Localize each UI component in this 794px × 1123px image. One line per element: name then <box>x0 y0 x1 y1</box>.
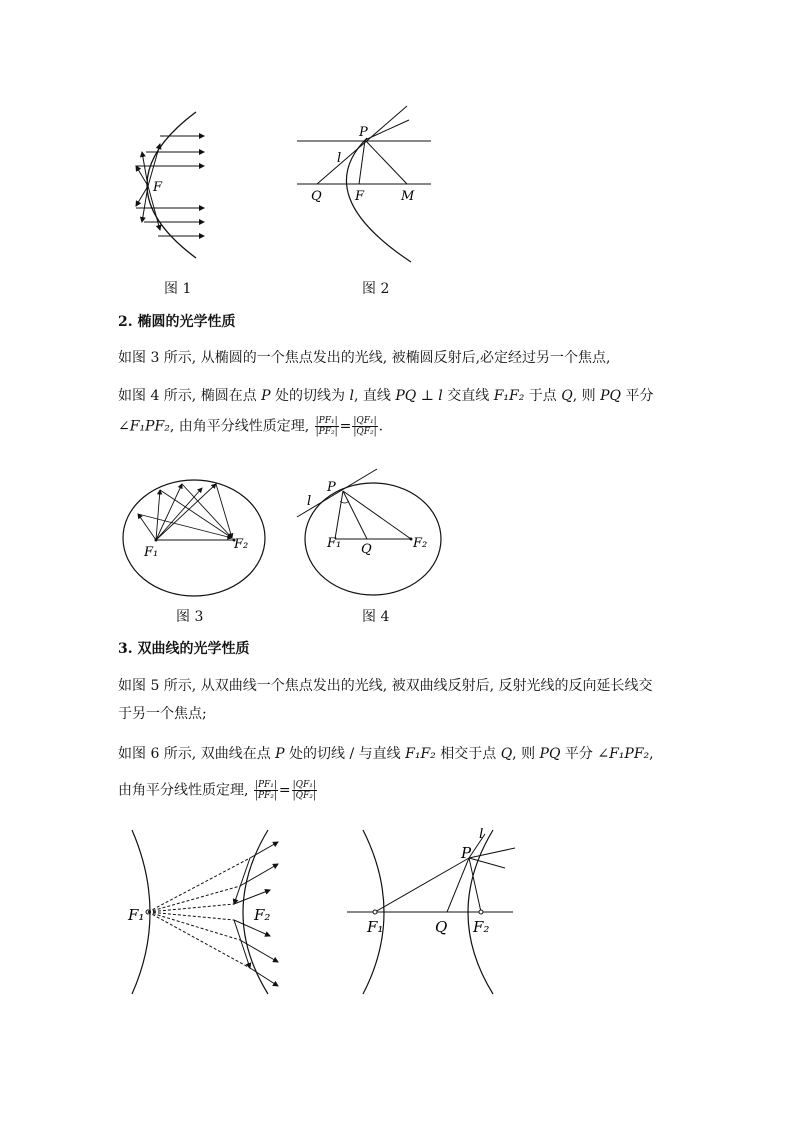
label-F: F <box>153 180 163 195</box>
label-F2: F₂ <box>234 537 249 552</box>
section2-heading: 2. 椭圆的光学性质 <box>118 314 236 330</box>
label-F2: F₂ <box>254 906 271 924</box>
section3-paragraph3: 由角平分线性质定理, $\frac{\text{|PF₁|}}{\text{|PF₂|}}$ = $\frac{\text{|QF₁|}}{\text{|QF₂|}}$ <box>118 780 316 801</box>
section2-paragraph2: 如图 4 所示, 椭圆在点 P 处的切线为 l, 直线 PQ ⊥ l 交直线 F₁F₂ 于点 Q, 则 PQ 平分 <box>118 388 654 404</box>
label-F1: F₁ <box>128 906 145 924</box>
label-l: l <box>307 494 312 509</box>
fraction-pf: $\frac{\text{|PF₁|}}{\text{|PF₂|}}$ <box>254 780 277 801</box>
figure-2-parabola-tangent <box>295 100 435 265</box>
label-F: F <box>355 189 365 204</box>
label-P: P <box>461 844 472 862</box>
caption-fig1: 图 1 <box>164 281 192 297</box>
label-F1: F₁ <box>367 918 384 936</box>
label-Q: Q <box>435 918 448 936</box>
caption-fig4: 图 4 <box>362 609 390 625</box>
figure-3-ellipse <box>120 470 270 600</box>
label-Q: Q <box>361 542 372 557</box>
fraction-qf: $\frac{\text{|QF₁|}}{\text{|QF₂|}}$ <box>292 780 316 801</box>
fraction-qf: $\frac{\text{|QF₁|}}{\text{|QF₂|}}$ <box>353 416 377 437</box>
label-P: P <box>327 480 336 495</box>
caption-fig2: 图 2 <box>362 281 390 297</box>
figure-1-parabola <box>118 100 218 265</box>
label-l: l <box>337 151 342 166</box>
label-Q: Q <box>311 189 322 204</box>
caption-fig3: 图 3 <box>176 609 204 625</box>
label-F2: F₂ <box>473 918 490 936</box>
section3-paragraph1: 如图 5 所示, 从双曲线一个焦点发出的光线, 被双曲线反射后, 反射光线的反向延长线交 <box>118 678 653 694</box>
label-P: P <box>359 125 368 140</box>
section2-paragraph3: ∠F₁PF₂, 由角平分线性质定理, $\frac{\text{|PF₁|}}{\text{|PF₂|}}$ = $\frac{\text{|QF₁|}}{\text{|QF₂|}}$ . <box>118 416 384 437</box>
label-l: l <box>479 828 484 842</box>
label-M: M <box>401 189 415 204</box>
section3-heading: 3. 双曲线的光学性质 <box>118 641 250 657</box>
section3-paragraph1b: 于另一个焦点; <box>118 706 207 722</box>
figure-6-hyperbola-tangent <box>345 828 520 998</box>
label-F1: F₁ <box>144 545 159 560</box>
section3-paragraph2: 如图 6 所示, 双曲线在点 P 处的切线 / 与直线 F₁F₂ 相交于点 Q, 则 PQ 平分 ∠F₁PF₂, <box>118 746 654 762</box>
label-F2: F₂ <box>413 536 428 551</box>
section2-paragraph1: 如图 3 所示, 从椭圆的一个焦点发出的光线, 被椭圆反射后,必定经过另一个焦点, <box>118 350 611 366</box>
figure-5-hyperbola <box>120 828 290 998</box>
fraction-pf: $\frac{\text{|PF₁|}}{\text{|PF₂|}}$ <box>315 416 338 437</box>
figure-4-ellipse-tangent <box>295 465 445 600</box>
label-F1: F₁ <box>327 536 342 551</box>
